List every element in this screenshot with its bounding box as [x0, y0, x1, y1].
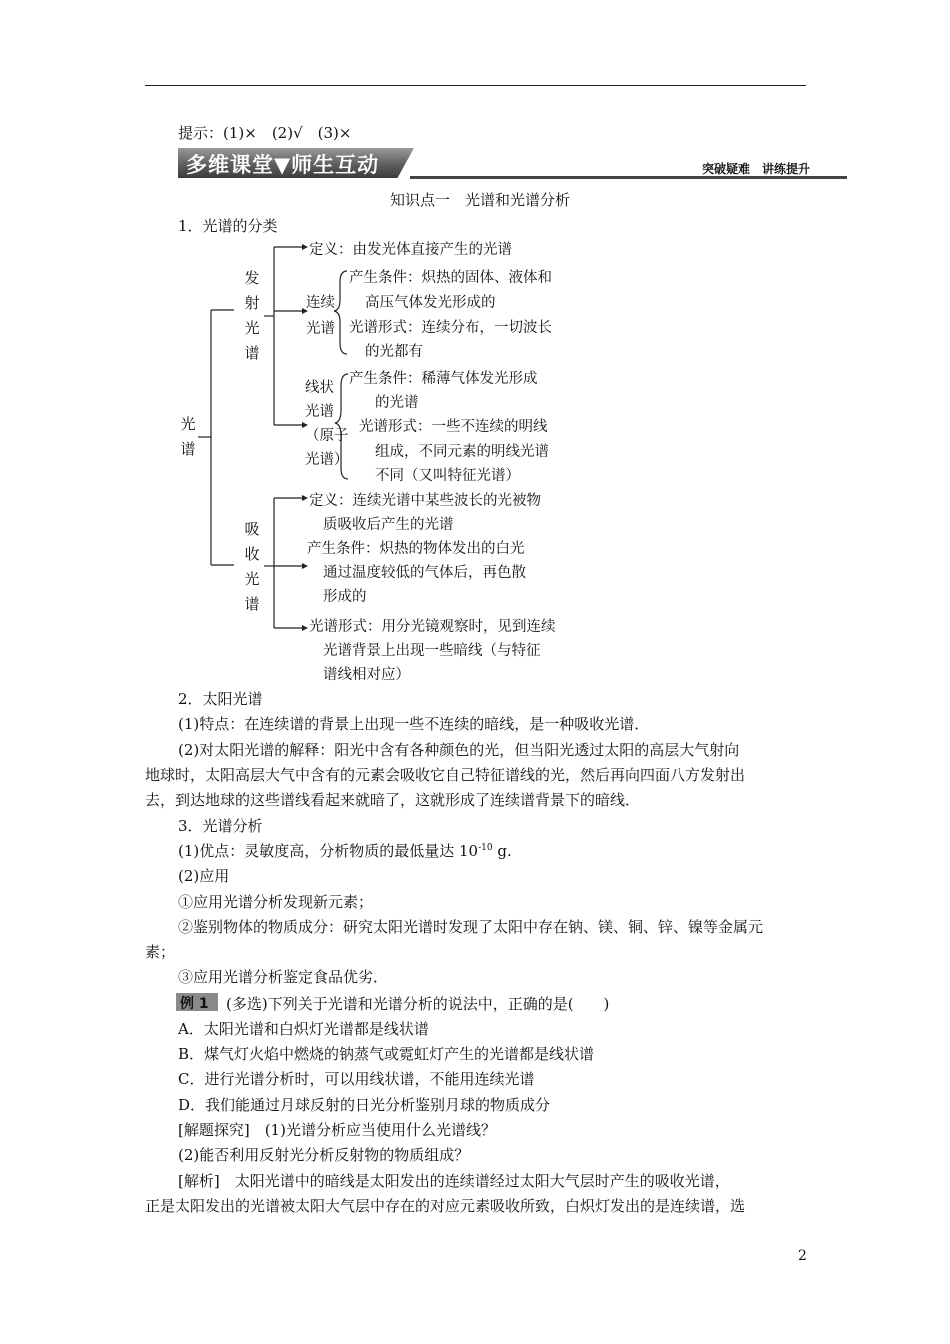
- part2-explanation-line3: 去，到达地球的这些谱线看起来就暗了，这就形成了连续谱背景下的暗线．: [145, 791, 641, 809]
- absorption-form-3: 谱线相对应）: [323, 667, 410, 683]
- line-cond-1: 产生条件：稀薄气体发光形成: [349, 371, 538, 387]
- absorption-def-2: 质吸收后产生的光谱: [323, 517, 454, 533]
- application-1: ①应用光谱分析发现新元素；: [178, 893, 374, 911]
- example-stem: (多选)下列关于光谱和光谱分析的说法中，正确的是( ): [226, 995, 610, 1013]
- line-label-2: 光谱: [305, 404, 334, 420]
- absorption-form-1: 光谱形式：用分光镜观察时，见到连续: [309, 619, 556, 635]
- application-2-line2: 素；: [145, 943, 176, 961]
- section-title: 知识点一 光谱和光谱分析: [390, 191, 571, 209]
- emission-spectrum-label: 发射光谱: [244, 269, 260, 362]
- application-3: ③应用光谱分析鉴定食品优劣．: [178, 968, 389, 986]
- explore-question-1: [解题探究] (1)光谱分析应当使用什么光谱线？: [178, 1121, 496, 1139]
- absorption-spectrum-label: 吸收光谱: [244, 520, 260, 613]
- option-a: A．太阳光谱和白炽灯光谱都是线状谱: [178, 1020, 429, 1038]
- option-d: D．我们能通过月球反射的日光分析鉴别月球的物质成分: [178, 1096, 551, 1114]
- line-cond-2: 的光谱: [375, 395, 419, 411]
- part2-explanation-line2: 地球时，太阳高层大气中含有的元素会吸收它自己特征谱线的光，然后再向四面八方发射出: [145, 766, 746, 784]
- continuous-label-line2: 光谱: [306, 321, 335, 337]
- example-tag: 例 1: [176, 993, 218, 1011]
- application-2-line1: ②鉴别物体的物质成分：研究太阳光谱时发现了太阳中存在钠、镁、铜、锌、镍等金属元: [178, 918, 764, 936]
- absorption-cond-3: 形成的: [323, 589, 367, 605]
- option-b: B．煤气灯火焰中燃烧的钠蒸气或霓虹灯产生的光谱都是线状谱: [178, 1045, 595, 1063]
- emission-definition: 定义：由发光体直接产生的光谱: [309, 242, 512, 258]
- hint-line: 提示：(1)× (2)√ (3)×: [178, 124, 352, 142]
- line-label-4: 光谱）: [305, 452, 349, 468]
- line-form-1: 光谱形式：一些不连续的明线: [359, 419, 548, 435]
- continuous-label-line1: 连续: [306, 295, 335, 311]
- part2-feature: (1)特点：在连续谱的背景上出现一些不连续的暗线，是一种吸收光谱．: [178, 715, 650, 733]
- advantage-text: (1)优点：灵敏度高，分析物质的最低量达 10: [178, 842, 479, 860]
- page-number: 2: [798, 1248, 807, 1264]
- line-label-1: 线状: [305, 380, 334, 396]
- banner-subtitle: 突破疑难 讲练提升: [702, 162, 811, 176]
- continuous-form-2: 的光都有: [365, 344, 423, 360]
- advantage-exponent: -10: [478, 843, 493, 853]
- part1-heading: 1．光谱的分类: [178, 217, 278, 235]
- part2-explanation-line1: (2)对太阳光谱的解释：阳光中含有各种颜色的光，但当阳光透过太阳的高层大气射向: [178, 741, 740, 759]
- explore-question-2: (2)能否利用反射光分析反射物的物质组成？: [178, 1146, 470, 1164]
- line-form-3: 不同（又叫特征光谱）: [375, 468, 520, 484]
- absorption-form-2: 光谱背景上出现一些暗线（与特征: [323, 643, 541, 659]
- line-spectrum-label: [305, 376, 349, 472]
- absorption-cond-2: 通过温度较低的气体后，再色散: [323, 565, 526, 581]
- absorption-def-1: 定义：连续光谱中某些波长的光被物: [309, 493, 541, 509]
- part2-heading: 2．太阳光谱: [178, 690, 263, 708]
- line-form-2: 组成，不同元素的明线光谱: [375, 444, 549, 460]
- continuous-spectrum-label: [306, 290, 335, 342]
- part3-heading: 3．光谱分析: [178, 817, 263, 835]
- option-c: C．进行光谱分析时，可以用线状谱，不能用连续光谱: [178, 1070, 535, 1088]
- advantage-unit: g.: [492, 842, 512, 860]
- part3-application: (2)应用: [178, 867, 230, 885]
- continuous-cond-2: 高压气体发光形成的: [365, 295, 496, 311]
- part3-advantage: [178, 840, 512, 861]
- analysis-line1: [解析] 太阳光谱中的暗线是太阳发出的连续谱经过太阳大气层时产生的吸收光谱，: [178, 1172, 730, 1190]
- analysis-line2: 正是太阳发出的光谱被太阳大气层中存在的对应元素吸收所致，白炽灯发出的是连续谱，选: [145, 1197, 746, 1215]
- tree-root-label: 光谱: [180, 415, 196, 458]
- absorption-cond-1: 产生条件：炽热的物体发出的白光: [307, 541, 525, 557]
- banner-title: 多维课堂▼师生互动: [186, 153, 380, 177]
- continuous-form-1: 光谱形式：连续分布，一切波长: [349, 320, 552, 336]
- continuous-cond-1: 产生条件：炽热的固体、液体和: [349, 270, 552, 286]
- line-label-3: （原子: [305, 428, 349, 444]
